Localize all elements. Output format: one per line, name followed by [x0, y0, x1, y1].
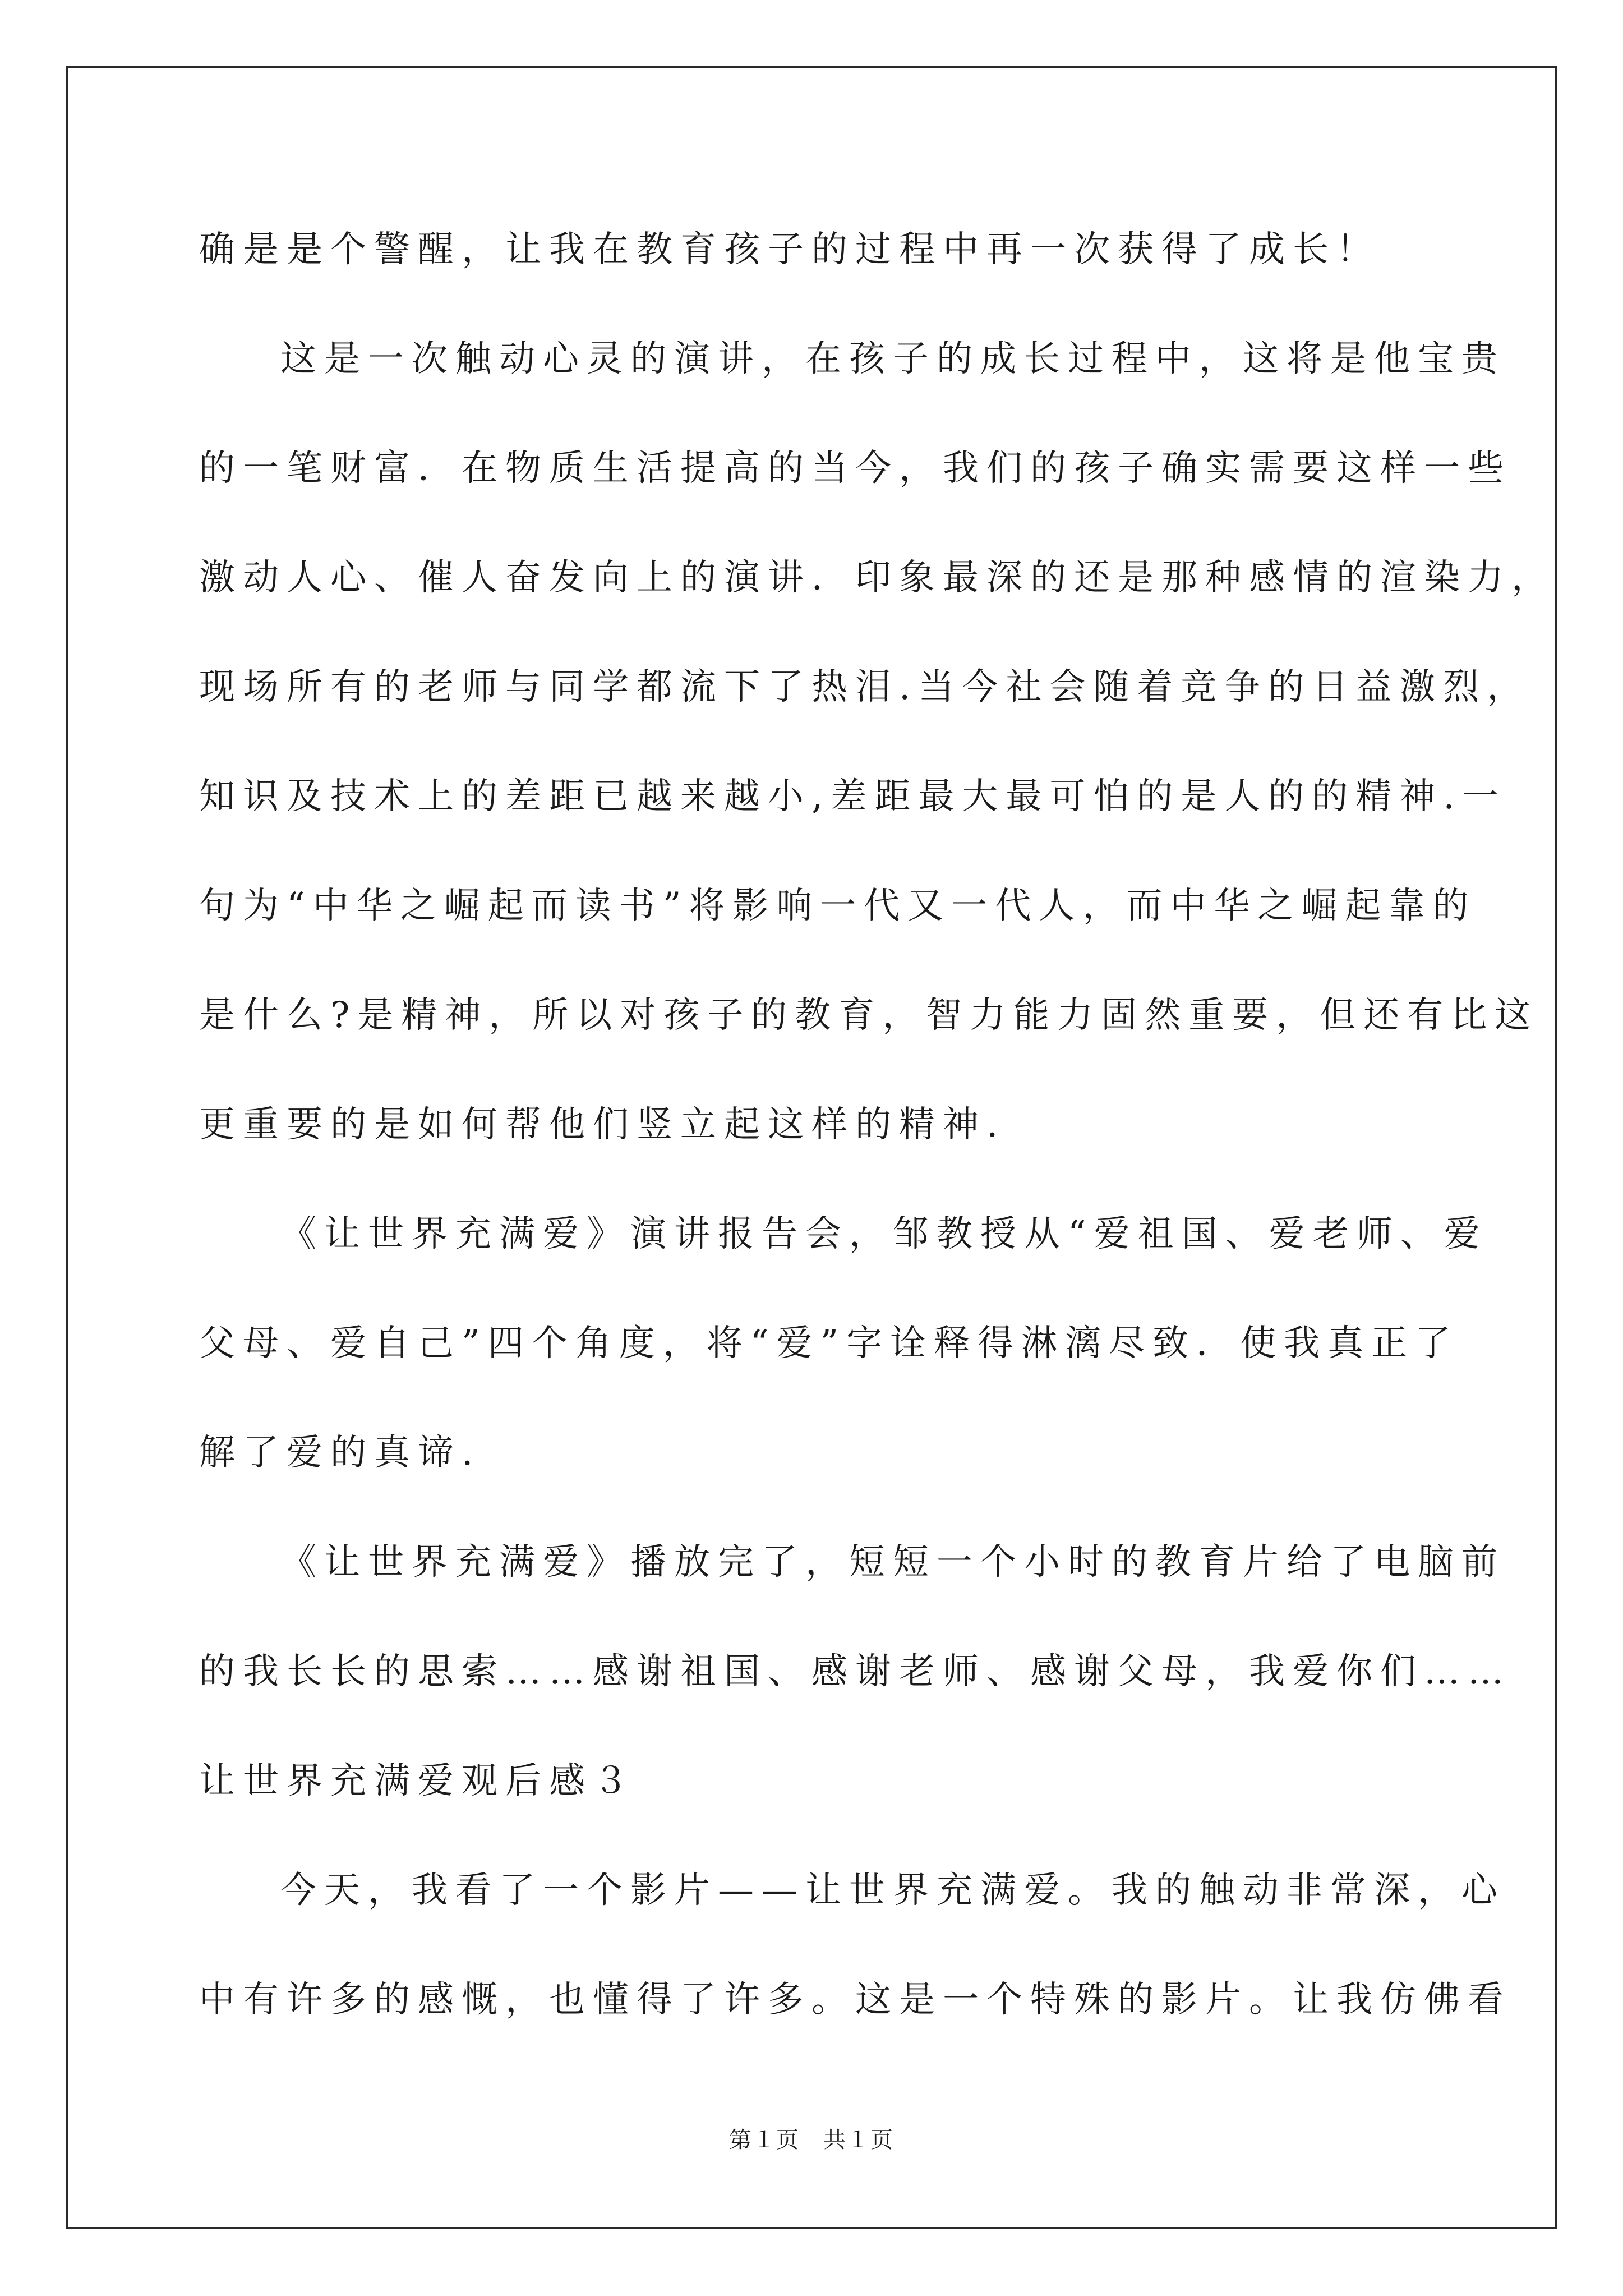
text-line: 确是是个警醒，让我在教育孩子的过程中再一次获得了成长！: [199, 229, 1380, 270]
text-line: 的一笔财富．在物质生活提高的当今，我们的孩子确实需要这样一些: [199, 448, 1511, 489]
text-line: 中有许多的感慨，也懂得了许多。这是一个特殊的影片。让我仿佛看: [199, 1979, 1511, 2021]
text-line: 的我长长的思索……感谢祖国、感谢老师、感谢父母，我爱你们……: [199, 1651, 1511, 1692]
section-heading: 让世界充满爱观后感３: [199, 1760, 637, 1802]
text-line: 今天，我看了一个影片——让世界充满爱。我的触动非常深，心: [280, 1870, 1505, 1911]
text-line: 父母、爱自己”四个角度，将“爱”字诠释得淋漓尽致．使我真正了: [199, 1323, 1459, 1364]
text-line: 《让世界充满爱》播放完了，短短一个小时的教育片给了电脑前: [280, 1542, 1505, 1583]
text-line: 激动人心、催人奋发向上的演讲．印象最深的还是那种感情的渲染力，: [199, 557, 1555, 599]
text-line: 更重要的是如何帮他们竖立起这样的精神.: [199, 1104, 1006, 1145]
text-line: 这是一次触动心灵的演讲，在孩子的成长过程中，这将是他宝贵: [280, 338, 1505, 380]
text-line: 句为“中华之崛起而读书”将影响一代又一代人，而中华之崛起靠的: [199, 885, 1477, 927]
text-line: 是什么?是精神，所以对孩子的教育，智力能力固然重要，但还有比这: [199, 995, 1539, 1036]
page-footer: 第１页 共１页: [729, 2127, 894, 2153]
text-line: 《让世界充满爱》演讲报告会，邹教授从“爱祖国、爱老师、爱: [280, 1213, 1488, 1255]
text-line: 解了爱的真谛.: [199, 1432, 481, 1474]
text-line: 现场所有的老师与同学都流下了热泪.当今社会随着竞争的日益激烈，: [199, 666, 1531, 708]
text-line: 知识及技术上的差距已越来越小,差距最大最可怕的是人的的精神.一: [199, 776, 1506, 817]
